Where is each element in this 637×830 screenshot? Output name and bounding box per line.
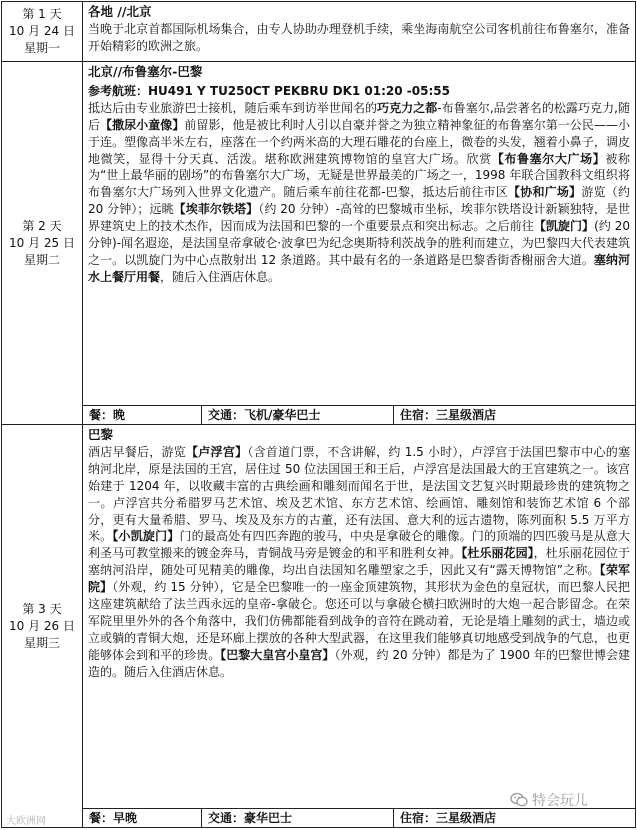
highlight-text: 【小凯旋门】: [112, 529, 180, 544]
highlight-text: 【凯旋门】: [533, 219, 595, 234]
highlight-text: 【埃菲尔铁塔】: [173, 202, 259, 217]
flight-info: 参考航班：HU491 Y TU250CT PEKBRU DK1 01:20 -05:55: [88, 83, 450, 98]
day-footer: [83, 808, 635, 827]
day-description: [88, 21, 630, 55]
day-date: 10 月 24 日: [9, 24, 75, 38]
highlight-text: 【杜乐丽花园】: [461, 546, 534, 561]
day-title: 各地 //北京: [88, 4, 152, 19]
hotel-info: 住宿：三星级酒店: [400, 408, 497, 422]
highlight-text: 【卢浮宫】: [186, 444, 248, 459]
body-text: -布鲁塞尔,品尝著名的松露巧克力,随后: [88, 100, 630, 132]
day-row-1: [2, 2, 635, 62]
body-text: （约 20 分钟）-高耸的巴黎城市坐标，埃菲尔铁塔设计新颖独特，是世界建筑史上的技术杰作，因而成为法国和巴黎的一个重要景点和突出标志。之后前往: [88, 202, 630, 234]
transport-info: 交通：豪华巴士: [202, 809, 394, 827]
body-text: ，杜乐丽花园位于塞纳河沿岸，随处可见精美的雕像，均出自法国知名雕塑家之手，因此又有“露天博物馆”之称。: [88, 546, 630, 578]
body-text: （外观，约 15 分钟），它是全巴黎唯一的一座金顶建筑物，其形状为金色的皇冠状，而巴黎人民把这座建筑献给了法兰西永远的皇帝-拿破仑。您还可以与拿破仑横扫欧洲时的大炮一起合影留念。在荣军院里里外外的各个角落中，我们仿佛都能看到战争的音符在跳动着，无论是墙上雕刻的武士，墙边或立或躺的青铜大炮，还是环廊上摆放的各种大型武器，在这里我们能够真切地感受到战争的气息，也更能够体会到和平的珍贵。: [88, 580, 630, 662]
highlight-text: 【撒尿小童像】: [100, 117, 185, 132]
day-content-2: [83, 62, 635, 424]
meal-info: 餐：晚: [83, 406, 202, 424]
hotel-info: 住宿：三星级酒店: [400, 811, 497, 825]
day-weekday: 星期二: [23, 252, 60, 267]
highlight-text: 【布鲁塞尔大广场】: [491, 151, 606, 166]
body-text: (约 20 分钟)-闻名遐迩，是法国皇帝拿破仑·波拿巴为纪念奥斯特利茨战争的胜利而建立，为巴黎四大代表建筑之一。以凯旋门为中心点散射出 12 条道路。其中最有名的一条道路是巴黎香街香榭丽舍大道。: [88, 219, 630, 267]
watermark-right-text: 特会玩儿: [532, 793, 588, 809]
day-date: 10 月 25 日: [9, 235, 75, 250]
day-cell-3: [2, 425, 83, 827]
day-description: [88, 100, 630, 286]
body-text: （含首道门票，不含讲解，约 1.5 小时），卢浮宫于法国巴黎市中心的塞纳河北岸，原是法国的王宫，居住过 50 位法国国王和王后，卢浮宫是法国最大的王宫建筑之一。该宫始建于 1204 年，以收藏丰富的古典绘画和雕刻而闻名于世，是法国文艺复兴时期最珍贵的建筑物之一。卢浮宫共分希腊罗马艺术馆、埃及艺术馆、东方艺术馆、绘画馆、雕刻馆和装饰艺术馆 6 个部分，更有大量希腊、罗马、埃及及东方的古董，还有法国、意大利的远古遗物，陈列面积 5.5 万平方米。: [88, 444, 630, 544]
day-footer: [83, 405, 635, 424]
day-description: [88, 444, 630, 681]
highlight-text: 【荣军院】: [88, 563, 630, 595]
body-text: 门的最高处有四匹奔跑的骏马，中央是拿破仑的雕像。门的顶端的四匹骏马是从意大利圣马可教堂搬来的镀金奔马，青铜战马旁是镀金的和平和胜利女神。: [88, 529, 630, 561]
body-text: 酒店早餐后，游览: [88, 444, 187, 459]
transport-info: 交通：飞机/豪华巴士: [202, 406, 394, 424]
day-content-3: [83, 425, 635, 827]
day-number: 第 1 天: [22, 7, 62, 21]
itinerary-table: [1, 1, 636, 828]
day-row-2: [2, 62, 635, 425]
highlight-text: 塞纳河水上餐厅用餐: [88, 252, 630, 284]
body-text: 游览（约 20 分钟）；远眺: [88, 185, 630, 217]
day-cell-1: [2, 2, 83, 61]
meal-info: 餐：早晚: [83, 809, 202, 827]
watermark-right: [510, 790, 588, 810]
day-title: 北京//布鲁塞尔-巴黎: [88, 64, 203, 79]
day-cell-2: [2, 62, 83, 424]
body-text: 当晚于北京首都国际机场集合，由专人协助办理登机手续，乘坐海南航空公司客机前往布鲁塞尔，准备开始精彩的欧洲之旅。: [88, 21, 630, 53]
day-content-1: [83, 2, 635, 61]
highlight-text: 【巴黎大皇宫小皇宫】: [220, 647, 335, 662]
wechat-icon: [510, 792, 528, 808]
day-weekday: 星期一: [23, 41, 60, 55]
day-number: 第 2 天: [22, 218, 62, 233]
body-text: 被称为“世上最华丽的剧场”的布鲁塞尔大广场，无疑是世界最美的广场之一，1998 年联合国教科文组织将布鲁塞尔大广场列入世界文化遗产。随后乘车前往花都-巴黎，抵达后前往市区: [88, 151, 630, 200]
day-row-3: [2, 425, 635, 827]
watermark-left: 大欧洲网: [6, 816, 46, 827]
day-date: 10 月 26 日: [9, 618, 75, 633]
day-number: 第 3 天: [22, 601, 62, 616]
day-title: 巴黎: [88, 427, 114, 442]
body-text: 抵达后由专业旅游巴士接机，随后乘车到访举世闻名的: [88, 100, 378, 115]
highlight-text: 【协和广场】: [508, 185, 582, 200]
body-text: ，随后入住酒店休息。: [160, 269, 281, 284]
day-weekday: 星期三: [23, 635, 60, 650]
highlight-text: 巧克力之都: [377, 100, 438, 115]
body-text: （外观，约 20 分钟）都是为了 1900 年的巴黎世博会建造的。随后入住酒店休息。: [88, 647, 630, 679]
body-text: 前留影，他是被比利时人引以自豪并誉之为独立精神象征的布鲁塞尔第一公民——小于连。塑像高半米左右，座落在一个约两米高的大理石雕花的台座上，微卷的头发，翘着小鼻子，调皮地微笑，显得十分天真、活泼。堪称欧洲建筑博物馆的皇宫大广场。欣赏: [88, 117, 630, 166]
